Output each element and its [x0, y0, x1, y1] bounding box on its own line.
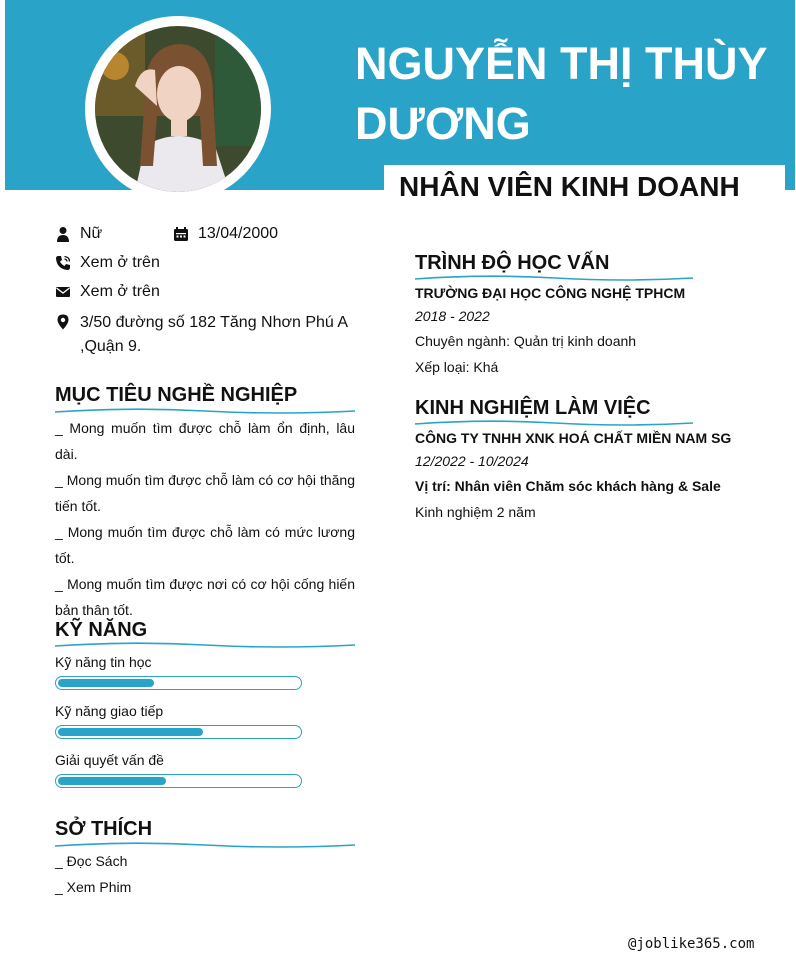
skill-bar-fill [58, 728, 203, 736]
skill-bar [55, 774, 302, 788]
skill-label: Kỹ năng tin học [55, 654, 152, 670]
candidate-name [355, 34, 775, 154]
objective-item: _ Mong muốn tìm được chỗ làm ổn định, lâu dài. [55, 420, 355, 462]
job-title-box [384, 165, 785, 215]
objective-list [55, 415, 355, 623]
skill-bar [55, 676, 302, 690]
contact-gender [55, 225, 102, 243]
contact-phone [55, 254, 160, 272]
experience-detail: Kinh nghiệm 2 năm [415, 504, 536, 520]
school-name: TRƯỜNG ĐẠI HỌC CÔNG NGHỆ TPHCM [415, 285, 686, 301]
experience-title: KINH NGHIỆM LÀM VIỆC [415, 397, 651, 419]
experience-underline [415, 419, 695, 427]
skills-underline [55, 641, 357, 649]
education-period: 2018 - 2022 [415, 308, 490, 324]
objective-item: _ Mong muốn tìm được chỗ làm có mức lương tốt. [55, 524, 355, 566]
job-title: NHÂN VIÊN KINH DOANH [399, 171, 740, 202]
objective-title: MỤC TIÊU NGHỀ NGHIỆP [55, 384, 298, 406]
avatar [95, 26, 261, 192]
mail-icon [55, 284, 71, 300]
user-icon [55, 226, 71, 242]
contact-email [55, 283, 160, 301]
education-major: Chuyên ngành: Quản trị kinh doanh [415, 333, 637, 349]
experience-position: Vị trí: Nhân viên Chăm sóc khách hàng & Sale [415, 478, 721, 494]
calendar-icon [173, 226, 189, 242]
birthday-value: 13/04/2000 [198, 225, 279, 242]
skill-bar-fill [58, 679, 154, 687]
avatar-frame [85, 16, 271, 202]
skill-bar-fill [58, 777, 166, 785]
gender-value: Nữ [80, 225, 103, 242]
experience-period: 12/2022 - 10/2024 [415, 453, 529, 469]
email-value: Xem ở trên [80, 283, 160, 300]
skills-title: KỸ NĂNG [55, 619, 148, 641]
hobbies-underline [55, 841, 357, 849]
education-title: TRÌNH ĐỘ HỌC VẤN [415, 252, 610, 274]
phone-value: Xem ở trên [80, 254, 160, 271]
location-pin-icon [55, 314, 71, 330]
phone-icon [55, 255, 71, 271]
skill-label: Giải quyết vấn đề [55, 752, 164, 768]
objective-underline [55, 407, 357, 415]
objective-item: _ Mong muốn tìm được chỗ làm có cơ hội thăng tiến tốt. [55, 472, 355, 514]
education-grade: Xếp loại: Khá [415, 359, 499, 375]
hobbies-title: SỞ THÍCH [55, 818, 153, 840]
watermark: @joblike365.com [628, 936, 755, 952]
name-line-1: NGUYỄN THỊ THÙY [355, 38, 768, 89]
hobby-item: _ Xem Phim [55, 879, 132, 895]
contact-birthday [173, 225, 278, 243]
skill-label: Kỹ năng giao tiếp [55, 703, 164, 719]
objective-item: _ Mong muốn tìm được nơi có cơ hội cống hiến bản thân tốt. [55, 576, 355, 618]
name-line-2: DƯƠNG [355, 98, 531, 149]
hobby-item: _ Đọc Sách [55, 853, 128, 869]
education-underline [415, 274, 695, 282]
company-name: CÔNG TY TNHH XNK HOÁ CHẤT MIỀN NAM SG [415, 430, 732, 446]
skill-bar [55, 725, 302, 739]
address-value: 3/50 đường số 182 Tăng Nhơn Phú A ,Quận 9. [80, 314, 348, 355]
